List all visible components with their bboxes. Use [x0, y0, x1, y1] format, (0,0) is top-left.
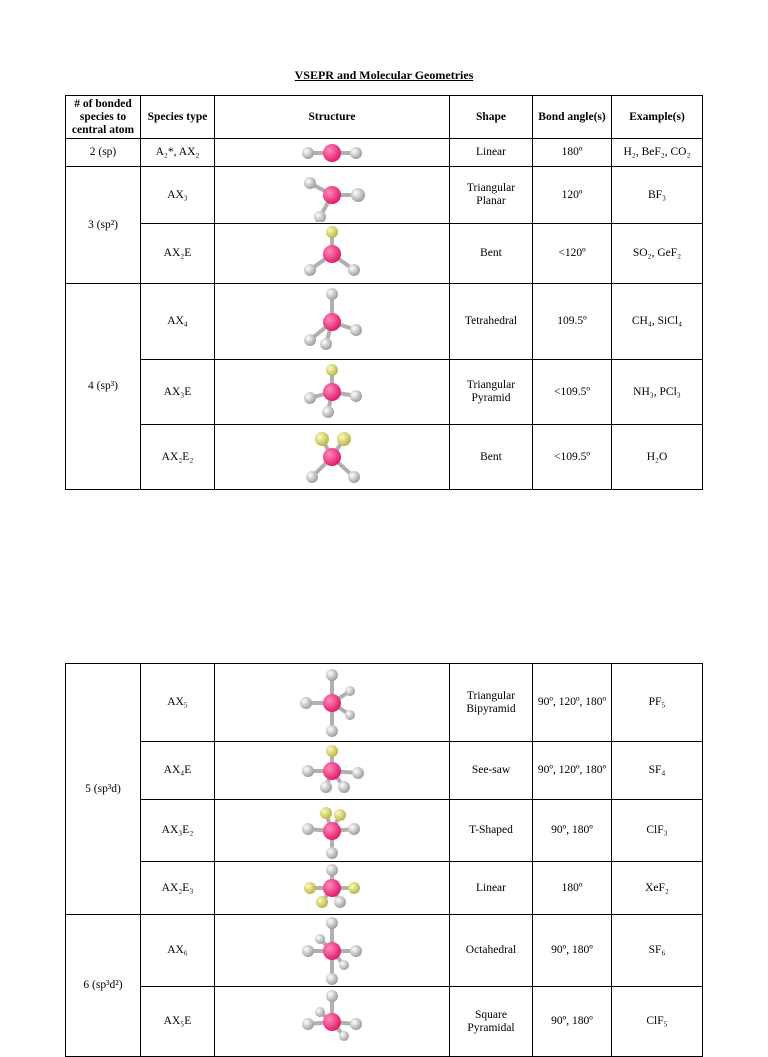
ligand-atom [326, 990, 338, 1002]
example: PF₅ [612, 664, 703, 742]
header-bonded-species: # of bonded species to central atom [66, 96, 141, 139]
species-type: AX₃E₂ [141, 800, 215, 862]
shape: Linear [450, 862, 533, 915]
structure-cell [215, 987, 450, 1057]
shape: Triangular Bipyramid [450, 664, 533, 742]
ligand-atom [304, 177, 316, 189]
bond-angle: 90º, 180º [533, 800, 612, 862]
header-shape: Shape [450, 96, 533, 139]
bond-angle: 180º [533, 862, 612, 915]
linear-molecule-icon [292, 142, 372, 164]
ligand-atom [348, 823, 360, 835]
ligand-atom [315, 934, 325, 944]
table-row [66, 224, 703, 284]
header-bond-angles: Bond angle(s) [533, 96, 612, 139]
central-atom [323, 822, 341, 840]
bond-angle: 90º, 120º, 180º [533, 664, 612, 742]
group-label: 4 (sp³) [66, 284, 141, 490]
ligand-atom [326, 847, 338, 859]
bond-angle: 90º, 120º, 180º [533, 742, 612, 800]
ligand-atom [302, 945, 314, 957]
ligand-atom [306, 471, 318, 483]
ligand-atom [345, 710, 355, 720]
vsepr-table-part-2 [65, 663, 703, 1057]
bond-angle: 180º [533, 139, 612, 167]
central-atom [323, 245, 341, 263]
table-header-row [66, 96, 703, 139]
trigonal-planar-molecule-icon [292, 168, 372, 222]
central-atom [323, 762, 341, 780]
example: H₂O [612, 425, 703, 490]
bond-angle: <120º [533, 224, 612, 284]
species-type: AX₅ [141, 664, 215, 742]
t-shaped-molecule-icon [292, 802, 372, 860]
species-type: AX₄ [141, 284, 215, 360]
central-atom [323, 186, 341, 204]
ligand-atom [315, 1007, 325, 1017]
structure-cell [215, 284, 450, 360]
ligand-atom [320, 781, 332, 793]
structure-cell [215, 425, 450, 490]
ligand-atom [348, 264, 360, 276]
group-label: 6 (sp³d²) [66, 915, 141, 1057]
table-row [66, 800, 703, 862]
shape: Bent [450, 425, 533, 490]
ligand-atom [302, 765, 314, 777]
example: BF₃ [612, 167, 703, 224]
tetrahedral-molecule-icon [292, 287, 372, 357]
table-row [66, 664, 703, 742]
lone-pair [320, 807, 332, 819]
see-saw-molecule-icon [292, 744, 372, 798]
ligand-atom [338, 781, 350, 793]
species-type: AX₃ [141, 167, 215, 224]
ligand-atom [304, 334, 316, 346]
trigonal-pyramidal-molecule-icon [292, 362, 372, 422]
lone-pair [337, 432, 351, 446]
table-row [66, 425, 703, 490]
ligand-atom [350, 945, 362, 957]
shape: Tetrahedral [450, 284, 533, 360]
example: ClF₃ [612, 800, 703, 862]
bond-angle: <109.5º [533, 360, 612, 425]
structure-cell [215, 742, 450, 800]
example: SF₆ [612, 915, 703, 987]
bond-angle: 90º, 180º [533, 915, 612, 987]
ligand-atom [326, 864, 338, 876]
ligand-atom [304, 264, 316, 276]
octahedral-molecule-icon [292, 917, 372, 985]
table-row [66, 284, 703, 360]
ligand-atom [326, 725, 338, 737]
structure-cell [215, 139, 450, 167]
group-label: 2 (sp) [66, 139, 141, 167]
structure-cell [215, 664, 450, 742]
ligand-atom [339, 960, 349, 970]
example: XeF₂ [612, 862, 703, 915]
species-type: AX₅E [141, 987, 215, 1057]
lone-pair [326, 226, 338, 238]
lone-pair [326, 745, 338, 757]
trigonal-bipyramidal-molecule-icon [292, 667, 372, 739]
table-row [66, 987, 703, 1057]
structure-cell [215, 360, 450, 425]
central-atom [323, 448, 341, 466]
example: CH₄, SiCl₄ [612, 284, 703, 360]
ligand-atom [326, 288, 338, 300]
header-species-type: Species type [141, 96, 215, 139]
shape: Bent [450, 224, 533, 284]
ligand-atom [350, 324, 362, 336]
linear-bipyramidal-molecule-icon [292, 863, 372, 913]
bent-molecule-icon [292, 226, 372, 282]
lone-pair [315, 432, 329, 446]
table-row [66, 167, 703, 224]
structure-cell [215, 915, 450, 987]
lone-pair [326, 364, 338, 376]
bent-tetrahedral-molecule-icon [292, 427, 372, 487]
shape: Square Pyramidal [450, 987, 533, 1057]
table-row [66, 742, 703, 800]
example: ClF₅ [612, 987, 703, 1057]
square-pyramidal-molecule-icon [292, 989, 372, 1055]
ligand-atom [326, 973, 338, 985]
central-atom [323, 942, 341, 960]
species-type: AX₆ [141, 915, 215, 987]
ligand-atom [334, 896, 346, 908]
central-atom [323, 1013, 341, 1031]
species-type: AX₄E [141, 742, 215, 800]
bond-angle: 120º [533, 167, 612, 224]
example: SF₄ [612, 742, 703, 800]
central-atom [323, 383, 341, 401]
ligand-atom [304, 392, 316, 404]
bond-angle: <109.5º [533, 425, 612, 490]
structure-cell [215, 224, 450, 284]
example: NH₃, PCl₃ [612, 360, 703, 425]
table-row [66, 915, 703, 987]
shape: Linear [450, 139, 533, 167]
shape: See-saw [450, 742, 533, 800]
species-type: AX₂E₂ [141, 425, 215, 490]
bond-angle: 90º, 180º [533, 987, 612, 1057]
ligand-atom [326, 669, 338, 681]
ligand-atom [350, 390, 362, 402]
example: SO₂, GeF₂ [612, 224, 703, 284]
header-structure: Structure [215, 96, 450, 139]
lone-pair [316, 896, 328, 908]
table-row [66, 360, 703, 425]
species-type: AX₂E [141, 224, 215, 284]
header-examples: Example(s) [612, 96, 703, 139]
shape: Triangular Pyramid [450, 360, 533, 425]
bond-angle: 109.5º [533, 284, 612, 360]
vsepr-table-part-1 [65, 95, 703, 490]
ligand-atom [351, 188, 365, 202]
shape: Octahedral [450, 915, 533, 987]
central-atom [323, 879, 341, 897]
shape: Triangular Planar [450, 167, 533, 224]
species-type: A₂*, AX₂ [141, 139, 215, 167]
ligand-atom [350, 147, 362, 159]
group-label: 3 (sp²) [66, 167, 141, 284]
lone-pair [348, 882, 360, 894]
ligand-atom [326, 917, 338, 929]
table-row [66, 862, 703, 915]
ligand-atom [300, 697, 312, 709]
ligand-atom [345, 686, 355, 696]
ligand-atom [348, 471, 360, 483]
ligand-atom [302, 823, 314, 835]
ligand-atom [322, 406, 334, 418]
central-atom [323, 313, 341, 331]
ligand-atom [302, 147, 314, 159]
structure-cell [215, 167, 450, 224]
structure-cell [215, 800, 450, 862]
species-type: AX₃E [141, 360, 215, 425]
central-atom [323, 144, 341, 162]
species-type: AX₂E₃ [141, 862, 215, 915]
group-label: 5 (sp³d) [66, 664, 141, 915]
table-row [66, 139, 703, 167]
central-atom [323, 694, 341, 712]
example: H₂, BeF₂, CO₂ [612, 139, 703, 167]
lone-pair [304, 882, 316, 894]
ligand-atom [339, 1031, 349, 1041]
structure-cell [215, 862, 450, 915]
ligand-atom [352, 767, 364, 779]
shape: T-Shaped [450, 800, 533, 862]
page-title: VSEPR and Molecular Geometries [294, 68, 474, 82]
ligand-atom [320, 338, 332, 350]
lone-pair [334, 809, 346, 821]
